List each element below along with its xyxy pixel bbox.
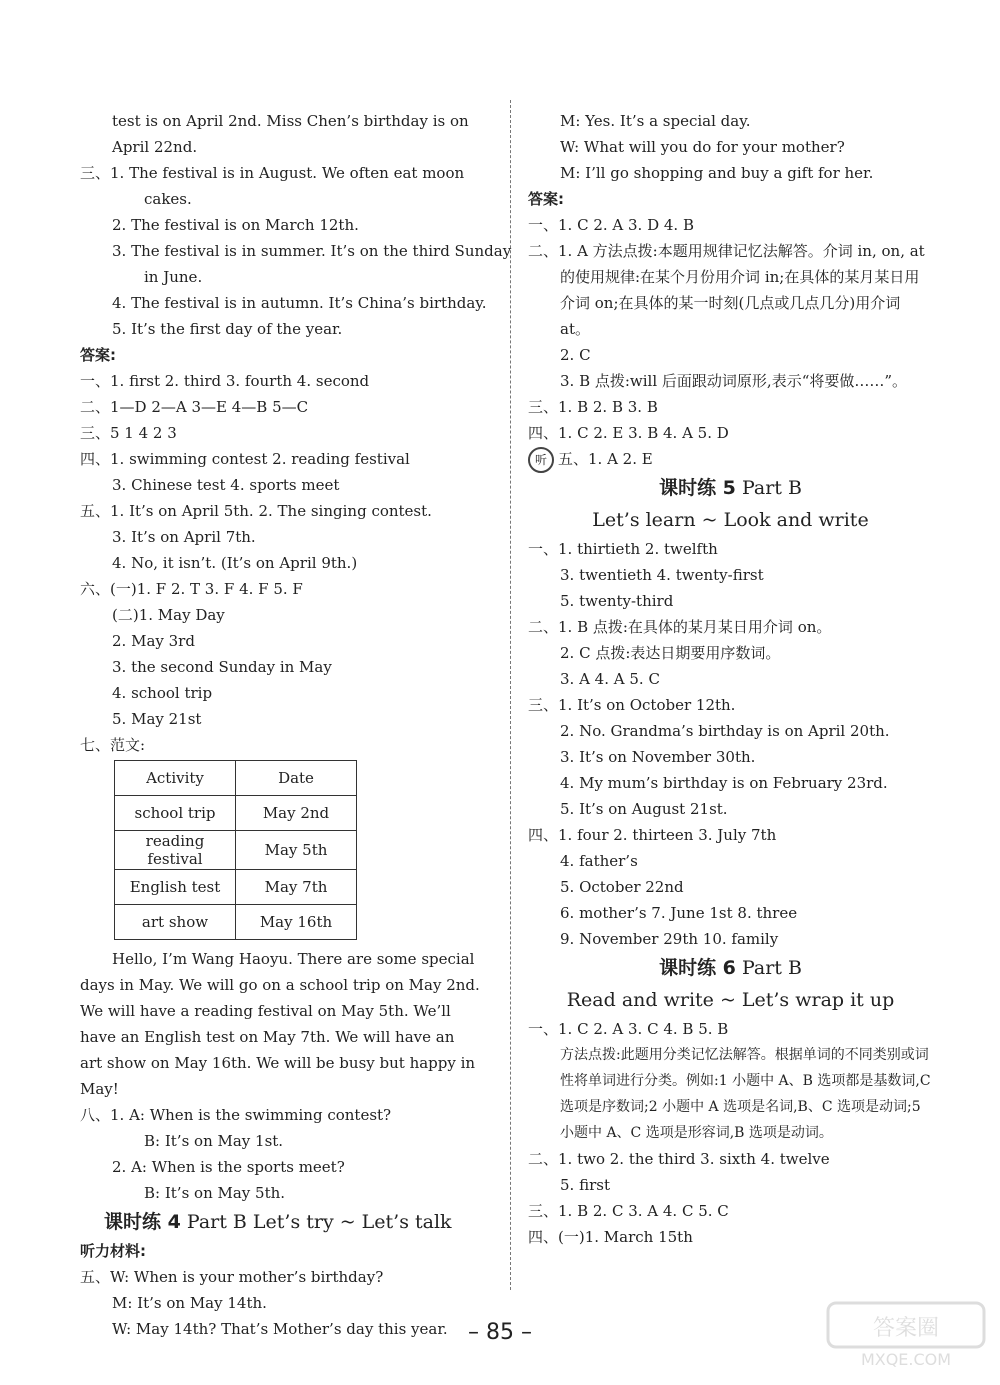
text-line: 3. Chinese test 4. sports meet [112,476,340,494]
section-6-heading [528,952,933,984]
text-line: 二、1. B 点拨:在具体的某月某日用介词 on。 [528,618,832,636]
text-line: 三、1. B 2. B 3. B [528,398,658,416]
svg-text:MXQE.COM: MXQE.COM [860,1350,952,1369]
q2-3-answer: 3. B 点拨:will 后面跟动词原形,表示“将要做……”。 [560,372,908,390]
text-line: W: May 14th? That’s Mother’s day this year. [112,1320,448,1338]
text-line: 3. A 4. A 5. C [560,670,660,688]
left-lines [80,108,512,758]
text-line: in June. [144,268,203,286]
section-5-lines [528,536,933,952]
listen-label: 听力材料: [80,1242,146,1260]
q5-text: 五、1. A 2. E [558,450,653,468]
text-line: 一、1. C 2. A 3. D 4. B [528,216,694,234]
text-line: 2. C 点拨:表达日期要用序数词。 [560,644,781,662]
text-line: 4. school trip [112,684,213,702]
section-6-cn: 课时练 6 [659,957,736,979]
section-6-lines [528,1146,933,1250]
text-line: 一、1. first 2. third 3. fourth 4. second [80,372,370,390]
section-5-heading [528,472,933,504]
table-header-cell: Date [236,761,357,796]
table-header-cell: Activity [115,761,236,796]
text-line: 三、1. The festival is in August. We often eat moon [80,164,465,182]
text-line: 5. first [560,1176,610,1194]
text-line: 三、5 1 4 2 3 [80,424,177,442]
text-line: M: It’s on May 14th. [112,1294,267,1312]
text-line: 答案: [80,346,116,364]
text-line: 3. It’s on April 7th. [112,528,256,546]
text-line: 五、W: When is your mother’s birthday? [80,1268,384,1286]
section-6-subtitle: Read and write ~ Let’s wrap it up [566,989,895,1011]
text-line: 5. It’s on August 21st. [560,800,728,818]
text-line: 七、范文: [80,736,146,754]
text-line: 2. C [560,346,591,364]
activity-table [114,760,357,940]
text-line: 3. The festival is in summer. It’s on the third Sunday [112,242,512,260]
text-line: 3. It’s on November 30th. [560,748,756,766]
text-line: 四、1. swimming contest 2. reading festival [80,450,410,468]
text-line: B: It’s on May 5th. [144,1184,286,1202]
table-cell: English test [115,870,236,905]
text-line: (二)1. May Day [112,606,225,624]
svg-text:答案圈: 答案圈 [872,1316,940,1341]
q2-1-answer: 二、1. A 方法点拨:本题用规律记忆法解答。介词 in, on, at 的使用规律:在某个月份用介词 in;在具体的某月某日用介词 on;在具体的某一时刻(几点或几点几分)用介词 at。 [528,242,925,338]
text-line: 3. the second Sunday in May [112,658,332,676]
table-cell: May 2nd [236,796,357,831]
s6-q1: 一、1. C 2. A 3. C 4. B 5. B [528,1020,729,1038]
table-cell: school trip [115,796,236,831]
text-line: cakes. [144,190,192,208]
section-5-en: Part B [741,477,802,499]
table-cell: art show [115,905,236,940]
text-line: 2. May 3rd [112,632,195,650]
text-line: 3. twentieth 4. twenty-first [560,566,764,584]
table-cell: May 5th [236,831,357,870]
right-column [528,108,933,1250]
table-cell: May 7th [236,870,357,905]
table-cell: May 16th [236,905,357,940]
text-line: 二、1. two 2. the third 3. sixth 4. twelve [528,1150,830,1168]
text-line: 2. The festival is on March 12th. [112,216,359,234]
text-line: W: What will you do for your mother? [560,138,845,156]
right-mid-lines [528,342,933,368]
section-4-cn: 课时练 4 [104,1211,181,1233]
text-line: 5. May 21st [112,710,202,728]
text-line: 一、1. thirtieth 2. twelfth [528,540,718,558]
section-6-en: Part B [741,957,802,979]
text-line: 四、(一)1. March 15th [528,1228,693,1246]
table-row [115,905,357,940]
section-4-heading [80,1206,480,1238]
text-line: 三、1. B 2. C 3. A 4. C 5. C [528,1202,729,1220]
text-line: 答案: [528,190,564,208]
watermark-logo [826,1301,986,1371]
text-line: 5. October 22nd [560,878,684,896]
section-4-en: Part B Let’s try ~ Let’s talk [186,1211,452,1233]
text-line: April 22nd. [112,138,198,156]
text-line: 五、1. It’s on April 5th. 2. The singing contest. [80,502,432,520]
text-line: M: Yes. It’s a special day. [560,112,751,130]
text-line: 四、1. C 2. E 3. B 4. A 5. D [528,424,729,442]
listen-icon: 听 [528,447,554,473]
text-line: 6. mother’s 7. June 1st 8. three [560,904,798,922]
section-5-subtitle: Let’s learn ~ Look and write [592,509,869,531]
text-line: M: I’ll go shopping and buy a gift for her. [560,164,874,182]
text-line: 六、(一)1. F 2. T 3. F 4. F 5. F [80,580,303,598]
text-line: 2. No. Grandma’s birthday is on April 20th. [560,722,890,740]
s6-tip: 方法点拨:此题用分类记忆法解答。根据单词的不同类别或词性将单词进行分类。例如:1 小题中 A、B 选项都是基数词,C 选项是序数词;2 小题中 A 选项是名词,B、C 选项是动词;5 小题中 A、C 选项是形容词,B 选项是动词。 [560,1047,931,1141]
q5-line [528,446,933,472]
text-line: test is on April 2nd. Miss Chen’s birthday is on [112,112,469,130]
text-line: 5. It’s the first day of the year. [112,320,343,338]
text-line: 2. A: When is the sports meet? [112,1158,345,1176]
text-line: B: It’s on May 1st. [144,1132,284,1150]
text-line: 三、1. It’s on October 12th. [528,696,736,714]
page-number: – 85 – [468,1320,532,1345]
text-line: 4. My mum’s birthday is on February 23rd. [560,774,888,792]
right-mid2-lines [528,394,933,446]
text-line: 二、1—D 2—A 3—E 4—B 5—C [80,398,309,416]
sample-essay: Hello, I’m Wang Haoyu. There are some special days in May. We will go on a school trip on May 2nd. We will have a reading festival on May 5th. We’ll have an English test on May 7th. We will have an art show on May 16th. We will be busy but happy in May! [80,950,480,1098]
table-header-row [115,761,357,796]
text-line: 4. No, it isn’t. (It’s on April 9th.) [112,554,358,572]
table-row [115,870,357,905]
text-line: 四、1. four 2. thirteen 3. July 7th [528,826,777,844]
table-cell: reading festival [115,831,236,870]
right-top-lines [528,108,933,238]
text-line: 5. twenty-third [560,592,674,610]
text-line: 9. November 29th 10. family [560,930,779,948]
column-divider [510,100,512,1290]
table-row [115,831,357,870]
text-line: 4. father’s [560,852,638,870]
section-5-cn: 课时练 5 [659,477,736,499]
left-after-lines [80,1102,480,1206]
text-line: 4. The festival is in autumn. It’s China’s birthday. [112,294,487,312]
table-row [115,796,357,831]
text-line: 八、1. A: When is the swimming contest? [80,1106,392,1124]
